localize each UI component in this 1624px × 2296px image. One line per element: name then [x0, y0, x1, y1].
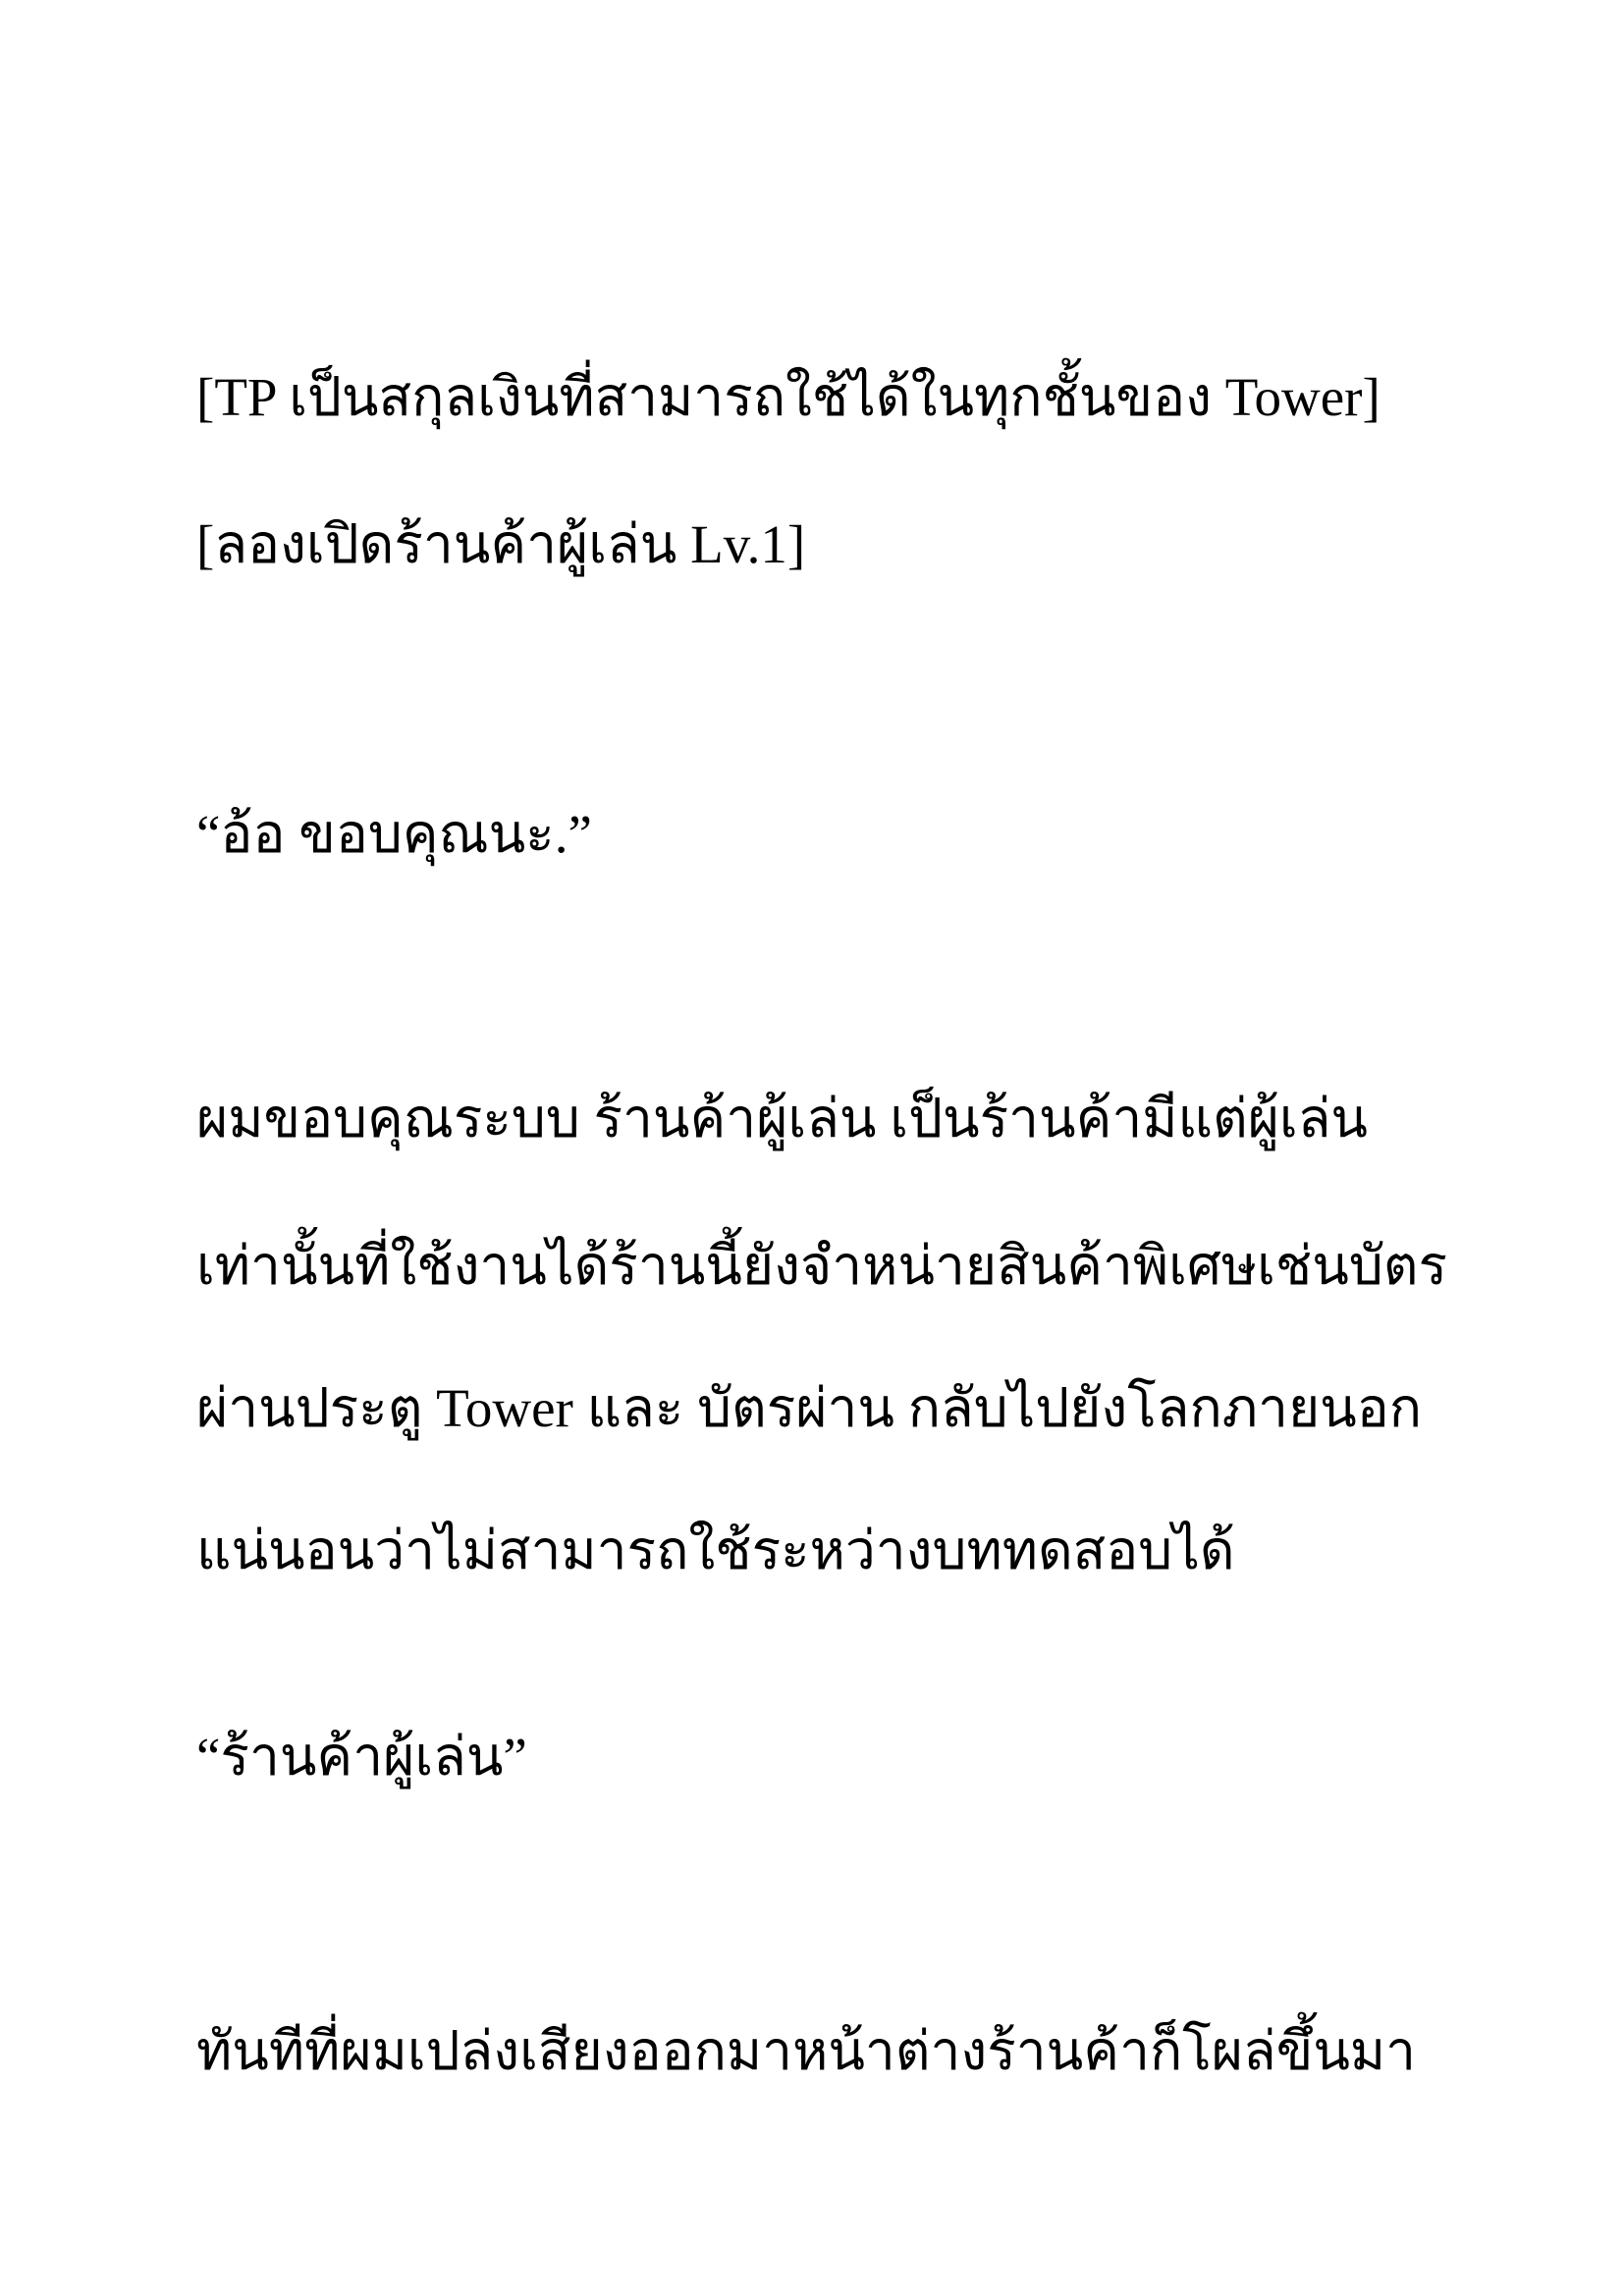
dialogue-player-shop: “ร้านค้าผู้เล่น” — [196, 1727, 527, 1787]
paragraph-line-3: ผ่านประตู Tower และ บัตรผ่าน กลับไปยังโลกภายนอก — [196, 1378, 1423, 1438]
dialogue-thanks: “อ้อ ขอบคุณนะ.” — [196, 804, 592, 864]
paragraph-line-4: แน่นอนว่าไม่สามารถใช้ระหว่างบททดสอบได้ — [196, 1521, 1235, 1580]
system-message-player-shop: [ลองเปิดร้านค้าผู้เล่น Lv.1] — [196, 514, 806, 574]
paragraph-line-2: เท่านั้นที่ใช้งานได้ร้านนี้ยังจำหน่ายสินค้าพิเศษเช่นบัตร — [196, 1236, 1448, 1296]
system-message-tp-currency: [TP เป็นสกุลเงินที่สามารถใช้ได้ในทุกชั้นของ Tower] — [196, 367, 1380, 427]
paragraph-line-1: ผมขอบคุณระบบ ร้านค้าผู้เล่น เป็นร้านค้ามีแต่ผู้เล่น — [196, 1089, 1369, 1148]
paragraph-shop-window: ทันทีที่ผมเปล่งเสียงออกมาหน้าต่างร้านค้าก็โผล่ขึ้นมา — [196, 2021, 1417, 2081]
